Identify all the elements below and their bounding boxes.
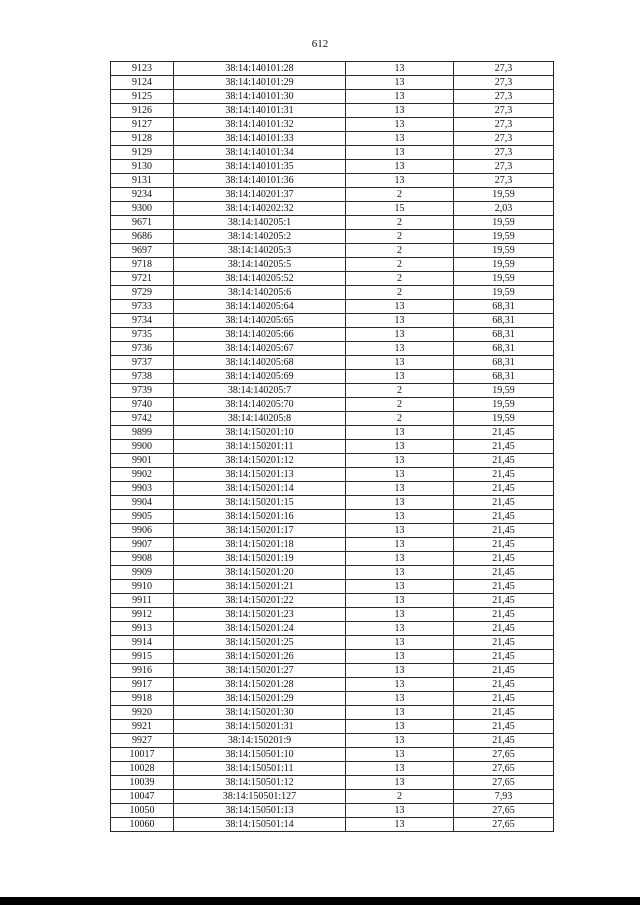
table-row — [111, 454, 554, 468]
table-row — [111, 118, 554, 132]
table-row — [111, 678, 554, 692]
value-cell: 21,45 — [454, 622, 554, 636]
cadastral-number-cell: 38:14:150501:13 — [174, 804, 346, 818]
cadastral-number-cell: 38:14:150201:31 — [174, 720, 346, 734]
row-number-cell: 9740 — [111, 398, 174, 412]
value-cell: 19,59 — [454, 412, 554, 426]
cadastral-number-cell: 38:14:140205:3 — [174, 244, 346, 258]
zone-cell: 13 — [346, 524, 454, 538]
row-number-cell: 9131 — [111, 174, 174, 188]
zone-cell: 2 — [346, 412, 454, 426]
row-number-cell: 9742 — [111, 412, 174, 426]
row-number-cell: 9128 — [111, 132, 174, 146]
cadastral-number-cell: 38:14:150201:17 — [174, 524, 346, 538]
value-cell: 68,31 — [454, 328, 554, 342]
row-number-cell: 9903 — [111, 482, 174, 496]
row-number-cell: 9671 — [111, 216, 174, 230]
row-number-cell: 9686 — [111, 230, 174, 244]
value-cell: 19,59 — [454, 230, 554, 244]
cadastral-number-cell: 38:14:150201:14 — [174, 482, 346, 496]
cadastral-number-cell: 38:14:140205:7 — [174, 384, 346, 398]
row-number-cell: 9911 — [111, 594, 174, 608]
value-cell: 68,31 — [454, 356, 554, 370]
zone-cell: 13 — [346, 804, 454, 818]
zone-cell: 13 — [346, 468, 454, 482]
table-row — [111, 496, 554, 510]
row-number-cell: 9739 — [111, 384, 174, 398]
value-cell: 21,45 — [454, 734, 554, 748]
zone-cell: 13 — [346, 594, 454, 608]
table-row — [111, 510, 554, 524]
zone-cell: 2 — [346, 230, 454, 244]
value-cell: 68,31 — [454, 370, 554, 384]
value-cell: 68,31 — [454, 342, 554, 356]
table-row — [111, 398, 554, 412]
value-cell: 21,45 — [454, 552, 554, 566]
table-row — [111, 300, 554, 314]
value-cell: 19,59 — [454, 188, 554, 202]
value-cell: 21,45 — [454, 636, 554, 650]
zone-cell: 13 — [346, 174, 454, 188]
table-row — [111, 384, 554, 398]
table-row — [111, 370, 554, 384]
row-number-cell: 9124 — [111, 76, 174, 90]
table-row — [111, 664, 554, 678]
row-number-cell: 10047 — [111, 790, 174, 804]
cadastral-number-cell: 38:14:150201:25 — [174, 636, 346, 650]
zone-cell: 13 — [346, 328, 454, 342]
zone-cell: 13 — [346, 104, 454, 118]
zone-cell: 13 — [346, 482, 454, 496]
cadastral-number-cell: 38:14:150201:16 — [174, 510, 346, 524]
zone-cell: 13 — [346, 678, 454, 692]
row-number-cell: 9915 — [111, 650, 174, 664]
table-row — [111, 132, 554, 146]
table-row — [111, 538, 554, 552]
value-cell: 27,3 — [454, 104, 554, 118]
value-cell: 21,45 — [454, 440, 554, 454]
zone-cell: 13 — [346, 118, 454, 132]
cadastral-number-cell: 38:14:140202:32 — [174, 202, 346, 216]
cadastral-number-cell: 38:14:140101:35 — [174, 160, 346, 174]
table-row — [111, 258, 554, 272]
value-cell: 21,45 — [454, 720, 554, 734]
table-row — [111, 314, 554, 328]
zone-cell: 13 — [346, 314, 454, 328]
zone-cell: 13 — [346, 580, 454, 594]
cadastral-number-cell: 38:14:150201:19 — [174, 552, 346, 566]
zone-cell: 13 — [346, 650, 454, 664]
row-number-cell: 9899 — [111, 426, 174, 440]
zone-cell: 2 — [346, 272, 454, 286]
table-row — [111, 216, 554, 230]
zone-cell: 13 — [346, 636, 454, 650]
zone-cell: 13 — [346, 342, 454, 356]
table-row — [111, 426, 554, 440]
cadastral-number-cell: 38:14:140205:1 — [174, 216, 346, 230]
value-cell: 21,45 — [454, 678, 554, 692]
cadastral-number-cell: 38:14:150201:15 — [174, 496, 346, 510]
zone-cell: 13 — [346, 62, 454, 76]
value-cell: 27,3 — [454, 174, 554, 188]
cadastral-number-cell: 38:14:150501:14 — [174, 818, 346, 832]
zone-cell: 13 — [346, 440, 454, 454]
table-row — [111, 174, 554, 188]
zone-cell: 13 — [346, 160, 454, 174]
cadastral-number-cell: 38:14:150201:29 — [174, 692, 346, 706]
value-cell: 27,3 — [454, 76, 554, 90]
zone-cell: 2 — [346, 398, 454, 412]
zone-cell: 13 — [346, 300, 454, 314]
cadastral-number-cell: 38:14:150201:27 — [174, 664, 346, 678]
row-number-cell: 9908 — [111, 552, 174, 566]
value-cell: 68,31 — [454, 300, 554, 314]
value-cell: 27,3 — [454, 62, 554, 76]
value-cell: 27,65 — [454, 804, 554, 818]
cadastral-number-cell: 38:14:150201:23 — [174, 608, 346, 622]
scan-bottom-border — [0, 897, 640, 905]
table-row — [111, 706, 554, 720]
table-row — [111, 748, 554, 762]
table-row — [111, 188, 554, 202]
value-cell: 19,59 — [454, 272, 554, 286]
table-row — [111, 790, 554, 804]
zone-cell: 13 — [346, 132, 454, 146]
zone-cell: 13 — [346, 748, 454, 762]
cadastral-number-cell: 38:14:140205:70 — [174, 398, 346, 412]
table-row — [111, 342, 554, 356]
cadastral-number-cell: 38:14:150201:30 — [174, 706, 346, 720]
zone-cell: 13 — [346, 776, 454, 790]
cadastral-number-cell: 38:14:140205:68 — [174, 356, 346, 370]
zone-cell: 2 — [346, 790, 454, 804]
row-number-cell: 9733 — [111, 300, 174, 314]
table-row — [111, 650, 554, 664]
value-cell: 27,65 — [454, 748, 554, 762]
cadastral-number-cell: 38:14:150501:11 — [174, 762, 346, 776]
cadastral-number-cell: 38:14:140205:67 — [174, 342, 346, 356]
row-number-cell: 9910 — [111, 580, 174, 594]
row-number-cell: 9234 — [111, 188, 174, 202]
zone-cell: 13 — [346, 538, 454, 552]
row-number-cell: 9123 — [111, 62, 174, 76]
cadastral-number-cell: 38:14:140205:8 — [174, 412, 346, 426]
table-row — [111, 244, 554, 258]
zone-cell: 13 — [346, 692, 454, 706]
value-cell: 27,3 — [454, 90, 554, 104]
row-number-cell: 9921 — [111, 720, 174, 734]
value-cell: 27,3 — [454, 118, 554, 132]
zone-cell: 2 — [346, 216, 454, 230]
zone-cell: 2 — [346, 188, 454, 202]
row-number-cell: 9734 — [111, 314, 174, 328]
row-number-cell: 9300 — [111, 202, 174, 216]
row-number-cell: 9900 — [111, 440, 174, 454]
zone-cell: 2 — [346, 258, 454, 272]
cadastral-number-cell: 38:14:140101:33 — [174, 132, 346, 146]
value-cell: 19,59 — [454, 398, 554, 412]
table-row — [111, 804, 554, 818]
cadastral-table — [110, 61, 554, 832]
zone-cell: 2 — [346, 286, 454, 300]
value-cell: 19,59 — [454, 244, 554, 258]
value-cell: 21,45 — [454, 524, 554, 538]
row-number-cell: 9736 — [111, 342, 174, 356]
row-number-cell: 9918 — [111, 692, 174, 706]
value-cell: 21,45 — [454, 566, 554, 580]
value-cell: 21,45 — [454, 538, 554, 552]
row-number-cell: 9735 — [111, 328, 174, 342]
value-cell: 21,45 — [454, 426, 554, 440]
zone-cell: 13 — [346, 818, 454, 832]
value-cell: 21,45 — [454, 580, 554, 594]
table-row — [111, 524, 554, 538]
zone-cell: 13 — [346, 426, 454, 440]
table-row — [111, 594, 554, 608]
row-number-cell: 9901 — [111, 454, 174, 468]
cadastral-number-cell: 38:14:140101:30 — [174, 90, 346, 104]
table-row — [111, 566, 554, 580]
table-row — [111, 762, 554, 776]
cadastral-number-cell: 38:14:140101:31 — [174, 104, 346, 118]
row-number-cell: 9902 — [111, 468, 174, 482]
zone-cell: 13 — [346, 552, 454, 566]
cadastral-number-cell: 38:14:140205:65 — [174, 314, 346, 328]
table-row — [111, 720, 554, 734]
value-cell: 27,3 — [454, 132, 554, 146]
cadastral-number-cell: 38:14:150201:20 — [174, 566, 346, 580]
zone-cell: 13 — [346, 90, 454, 104]
table-row — [111, 202, 554, 216]
row-number-cell: 10039 — [111, 776, 174, 790]
cadastral-number-cell: 38:14:140205:66 — [174, 328, 346, 342]
value-cell: 19,59 — [454, 216, 554, 230]
table-row — [111, 272, 554, 286]
value-cell: 21,45 — [454, 692, 554, 706]
zone-cell: 13 — [346, 720, 454, 734]
cadastral-number-cell: 38:14:150201:26 — [174, 650, 346, 664]
table-row — [111, 468, 554, 482]
zone-cell: 13 — [346, 608, 454, 622]
zone-cell: 13 — [346, 706, 454, 720]
cadastral-number-cell: 38:14:150201:18 — [174, 538, 346, 552]
cadastral-number-cell: 38:14:140205:64 — [174, 300, 346, 314]
table-row — [111, 622, 554, 636]
table-row — [111, 818, 554, 832]
cadastral-number-cell: 38:14:150201:9 — [174, 734, 346, 748]
value-cell: 21,45 — [454, 706, 554, 720]
row-number-cell: 9729 — [111, 286, 174, 300]
zone-cell: 13 — [346, 496, 454, 510]
table-body — [111, 62, 554, 832]
cadastral-number-cell: 38:14:140101:29 — [174, 76, 346, 90]
cadastral-number-cell: 38:14:140205:69 — [174, 370, 346, 384]
zone-cell: 13 — [346, 146, 454, 160]
cadastral-number-cell: 38:14:150501:10 — [174, 748, 346, 762]
zone-cell: 13 — [346, 454, 454, 468]
table-row — [111, 636, 554, 650]
cadastral-number-cell: 38:14:140101:28 — [174, 62, 346, 76]
row-number-cell: 9738 — [111, 370, 174, 384]
row-number-cell: 9927 — [111, 734, 174, 748]
value-cell: 27,65 — [454, 818, 554, 832]
table-row — [111, 608, 554, 622]
value-cell: 19,59 — [454, 258, 554, 272]
row-number-cell: 9905 — [111, 510, 174, 524]
cadastral-number-cell: 38:14:150201:24 — [174, 622, 346, 636]
zone-cell: 13 — [346, 762, 454, 776]
table-row — [111, 412, 554, 426]
row-number-cell: 9129 — [111, 146, 174, 160]
cadastral-number-cell: 38:14:150201:22 — [174, 594, 346, 608]
zone-cell: 2 — [346, 384, 454, 398]
value-cell: 19,59 — [454, 384, 554, 398]
value-cell: 21,45 — [454, 608, 554, 622]
row-number-cell: 9920 — [111, 706, 174, 720]
table-row — [111, 692, 554, 706]
row-number-cell: 9913 — [111, 622, 174, 636]
value-cell: 21,45 — [454, 482, 554, 496]
cadastral-number-cell: 38:14:140101:34 — [174, 146, 346, 160]
row-number-cell: 9697 — [111, 244, 174, 258]
cadastral-number-cell: 38:14:150201:21 — [174, 580, 346, 594]
cadastral-number-cell: 38:14:150501:127 — [174, 790, 346, 804]
row-number-cell: 9125 — [111, 90, 174, 104]
zone-cell: 13 — [346, 566, 454, 580]
value-cell: 21,45 — [454, 594, 554, 608]
value-cell: 7,93 — [454, 790, 554, 804]
row-number-cell: 9718 — [111, 258, 174, 272]
table-row — [111, 580, 554, 594]
cadastral-number-cell: 38:14:150501:12 — [174, 776, 346, 790]
table-row — [111, 482, 554, 496]
row-number-cell: 9127 — [111, 118, 174, 132]
table-row — [111, 286, 554, 300]
cadastral-number-cell: 38:14:140101:36 — [174, 174, 346, 188]
table-row — [111, 440, 554, 454]
zone-cell: 13 — [346, 356, 454, 370]
cadastral-number-cell: 38:14:150201:28 — [174, 678, 346, 692]
zone-cell: 13 — [346, 510, 454, 524]
table-row — [111, 552, 554, 566]
row-number-cell: 9917 — [111, 678, 174, 692]
table-row — [111, 62, 554, 76]
row-number-cell: 9904 — [111, 496, 174, 510]
table-row — [111, 356, 554, 370]
cadastral-number-cell: 38:14:150201:11 — [174, 440, 346, 454]
value-cell: 68,31 — [454, 314, 554, 328]
value-cell: 27,3 — [454, 160, 554, 174]
zone-cell: 13 — [346, 734, 454, 748]
table-row — [111, 104, 554, 118]
table-row — [111, 776, 554, 790]
cadastral-number-cell: 38:14:140205:6 — [174, 286, 346, 300]
value-cell: 27,65 — [454, 776, 554, 790]
table-row — [111, 76, 554, 90]
row-number-cell: 9906 — [111, 524, 174, 538]
table-row — [111, 734, 554, 748]
cadastral-number-cell: 38:14:140205:2 — [174, 230, 346, 244]
value-cell: 21,45 — [454, 650, 554, 664]
row-number-cell: 9126 — [111, 104, 174, 118]
row-number-cell: 9907 — [111, 538, 174, 552]
zone-cell: 15 — [346, 202, 454, 216]
row-number-cell: 10017 — [111, 748, 174, 762]
row-number-cell: 10028 — [111, 762, 174, 776]
zone-cell: 13 — [346, 664, 454, 678]
zone-cell: 2 — [346, 244, 454, 258]
cadastral-number-cell: 38:14:150201:10 — [174, 426, 346, 440]
zone-cell: 13 — [346, 370, 454, 384]
value-cell: 21,45 — [454, 664, 554, 678]
row-number-cell: 9721 — [111, 272, 174, 286]
value-cell: 27,65 — [454, 762, 554, 776]
table-row — [111, 160, 554, 174]
table-row — [111, 230, 554, 244]
row-number-cell: 9130 — [111, 160, 174, 174]
table-row — [111, 146, 554, 160]
row-number-cell: 9737 — [111, 356, 174, 370]
row-number-cell: 9909 — [111, 566, 174, 580]
cadastral-number-cell: 38:14:150201:12 — [174, 454, 346, 468]
value-cell: 27,3 — [454, 146, 554, 160]
zone-cell: 13 — [346, 622, 454, 636]
value-cell: 21,45 — [454, 510, 554, 524]
row-number-cell: 9916 — [111, 664, 174, 678]
value-cell: 19,59 — [454, 286, 554, 300]
row-number-cell: 10060 — [111, 818, 174, 832]
cadastral-number-cell: 38:14:150201:13 — [174, 468, 346, 482]
cadastral-number-cell: 38:14:140101:32 — [174, 118, 346, 132]
row-number-cell: 9912 — [111, 608, 174, 622]
table-row — [111, 90, 554, 104]
page-number: 612 — [311, 38, 329, 50]
cadastral-number-cell: 38:14:140205:5 — [174, 258, 346, 272]
row-number-cell: 10050 — [111, 804, 174, 818]
zone-cell: 13 — [346, 76, 454, 90]
value-cell: 2,03 — [454, 202, 554, 216]
cadastral-number-cell: 38:14:140205:52 — [174, 272, 346, 286]
table-row — [111, 328, 554, 342]
cadastral-number-cell: 38:14:140201:37 — [174, 188, 346, 202]
value-cell: 21,45 — [454, 496, 554, 510]
value-cell: 21,45 — [454, 468, 554, 482]
row-number-cell: 9914 — [111, 636, 174, 650]
value-cell: 21,45 — [454, 454, 554, 468]
